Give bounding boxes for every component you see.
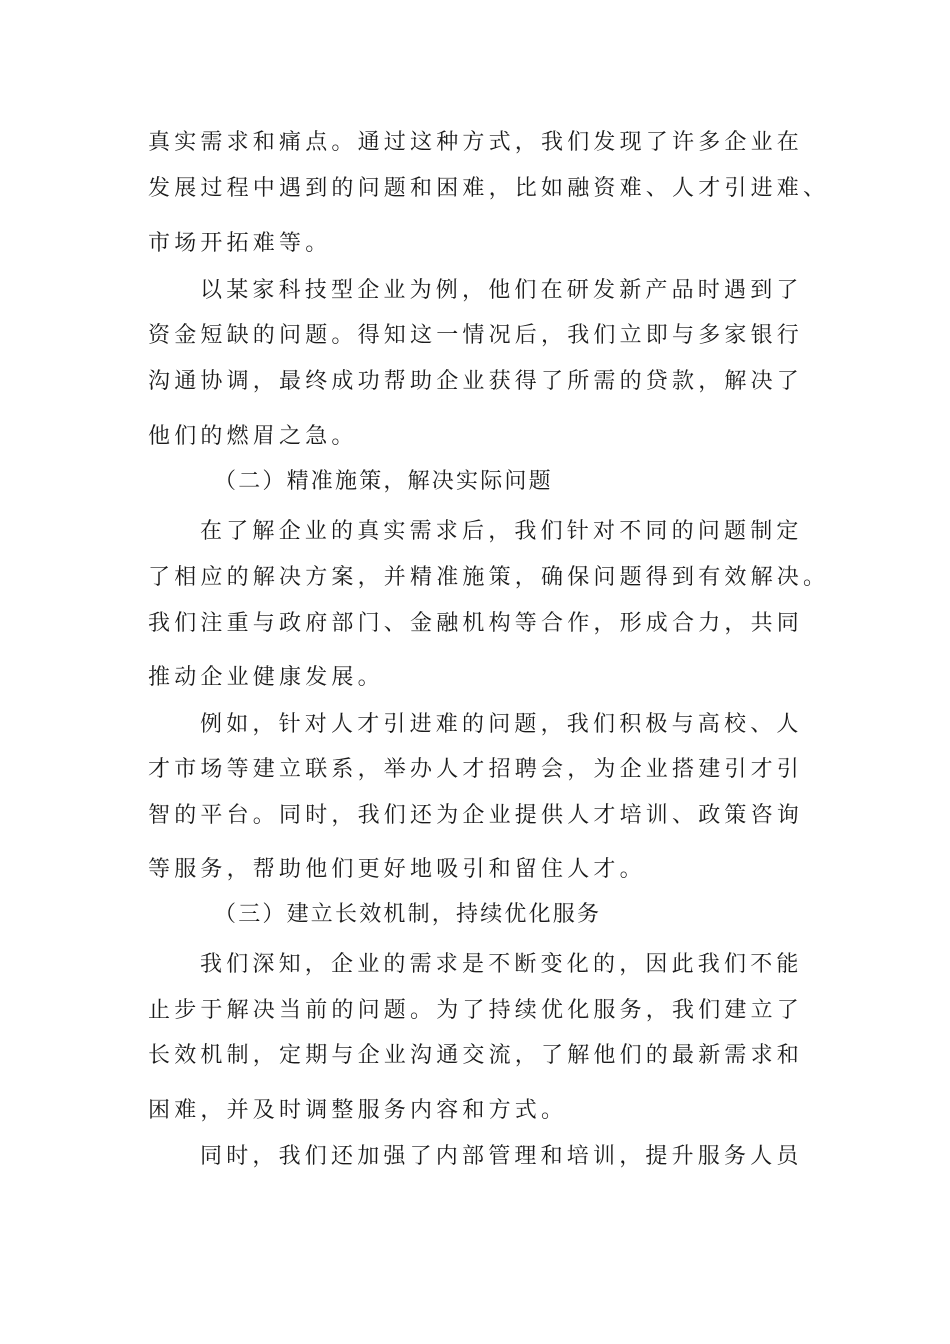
paragraph-line: 以某家科技型企业为例，他们在研发新产品时遇到了 bbox=[200, 278, 803, 303]
paragraph-line: 例如，针对人才引进难的问题，我们积极与高校、人 bbox=[200, 712, 803, 737]
section-heading: （三）建立长效机制，持续优化服务 bbox=[214, 902, 602, 927]
paragraph-line: 他们的燃眉之急。 bbox=[148, 424, 358, 449]
paragraph-line: 真实需求和痛点。通过这种方式，我们发现了许多企业在 bbox=[148, 130, 804, 155]
paragraph-line: 在了解企业的真实需求后，我们针对不同的问题制定 bbox=[200, 519, 803, 544]
paragraph-line: 市场开拓难等。 bbox=[148, 231, 332, 256]
paragraph-line: 推动企业健康发展。 bbox=[148, 665, 384, 690]
paragraph-line: 智的平台。同时，我们还为企业提供人才培训、政策咨询 bbox=[148, 803, 804, 828]
paragraph-line: 长效机制，定期与企业沟通交流，了解他们的最新需求和 bbox=[148, 1043, 804, 1068]
paragraph-line: 发展过程中遇到的问题和困难，比如融资难、人才引进难、 bbox=[148, 176, 830, 201]
paragraph-line: 等服务，帮助他们更好地吸引和留住人才。 bbox=[148, 857, 646, 882]
paragraph-line: 沟通协调，最终成功帮助企业获得了所需的贷款，解决了 bbox=[148, 369, 804, 394]
paragraph-line: 才市场等建立联系，举办人才招聘会，为企业搭建引才引 bbox=[148, 757, 804, 782]
paragraph-line: 同时，我们还加强了内部管理和培训，提升服务人员 bbox=[200, 1144, 803, 1169]
paragraph-line: 了相应的解决方案，并精准施策，确保问题得到有效解决。 bbox=[148, 565, 830, 590]
section-heading: （二）精准施策，解决实际问题 bbox=[214, 469, 553, 494]
paragraph-line: 我们注重与政府部门、金融机构等合作，形成合力，共同 bbox=[148, 611, 804, 636]
paragraph-line: 资金短缺的问题。得知这一情况后，我们立即与多家银行 bbox=[148, 323, 804, 348]
paragraph-line: 我们深知，企业的需求是不断变化的，因此我们不能 bbox=[200, 952, 803, 977]
paragraph-line: 止步于解决当前的问题。为了持续优化服务，我们建立了 bbox=[148, 998, 804, 1023]
paragraph-line: 困难，并及时调整服务内容和方式。 bbox=[148, 1098, 568, 1123]
